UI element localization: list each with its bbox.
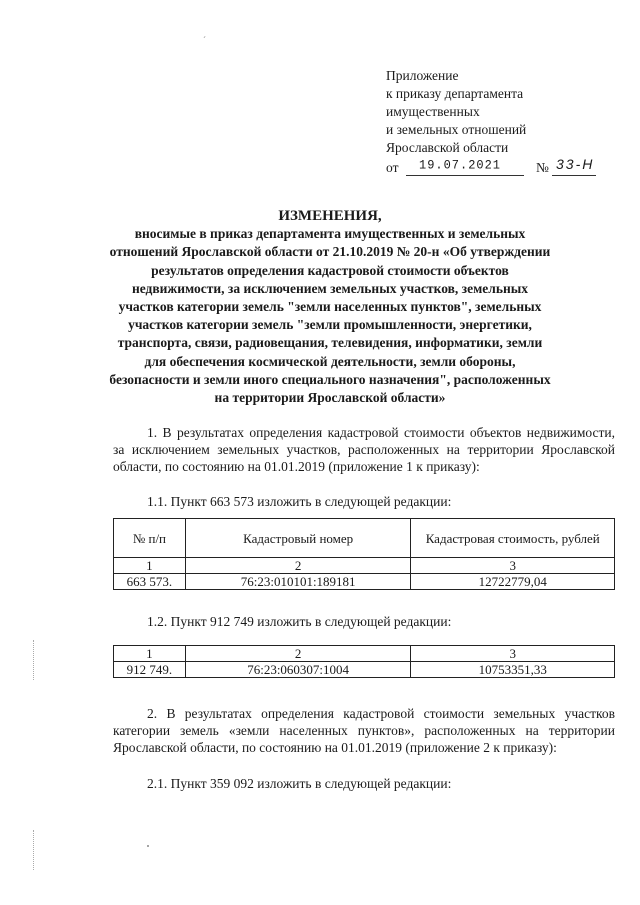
row-cadastral-value: 10753351,33 (411, 662, 615, 678)
number-prefix: № (536, 160, 549, 175)
title-line: отношений Ярославской области от 21.10.2019 № 20-н «Об утверждении (109, 244, 551, 260)
title-line: на территории Ярославской области» (214, 390, 446, 406)
scan-artifact (33, 640, 35, 680)
col-number-1: 1 (114, 646, 186, 662)
date-prefix: от (386, 160, 399, 175)
col-number-3: 3 (411, 646, 615, 662)
title-line: недвижимости, за исключением земельных участков, земельных (131, 280, 529, 296)
title-line: для обеспечения космической деятельности, земли обороны, (144, 353, 516, 369)
table-row (114, 574, 615, 590)
title-main: ИЗМЕНЕНИЯ, (278, 208, 382, 224)
appendix-line: и земельных отношений (386, 122, 527, 137)
scan-artifact (33, 830, 35, 870)
scan-artifact (147, 845, 149, 847)
section-2-text: 2. В результатах определения кадастровой стоимости земельных участков категории земель «земли населенных пунктов», расположенных на территории Ярославской области, по состоянию на 01.01.2019 (приложение 2 к приказу): (113, 706, 615, 755)
col-number-2: 2 (185, 646, 411, 662)
title-line: участков категории земель "земли населенных пунктов", земельных (118, 299, 542, 315)
appendix-line: имущественных (386, 104, 480, 119)
order-number: 33-Н (556, 156, 595, 172)
col-number-1: 1 (114, 558, 186, 574)
title-line: безопасности и земли иного специального назначения", расположенных (109, 371, 551, 387)
appendix-line: к приказу департамента (386, 86, 524, 101)
section-2-item-1: 2.1. Пункт 359 092 изложить в следующей редакции: (147, 776, 452, 791)
appendix-block (386, 67, 626, 177)
col-number-2: 2 (185, 558, 411, 574)
row-cadastral-value: 12722779,04 (411, 574, 615, 590)
number-underline (552, 175, 596, 176)
order-date-number (386, 157, 626, 177)
title-line: участков категории земель "земли промышленности, энергетики, (128, 317, 532, 333)
col-number-3: 3 (411, 558, 615, 574)
header-cadastral-value: Кадастровая стоимость, рублей (411, 519, 615, 558)
appendix-line: Ярославской области (386, 140, 509, 155)
header-cadastral-number: Кадастровый номер (185, 519, 411, 558)
title-line: вносимые в приказ департамента имущественных и земельных (134, 226, 526, 242)
row-index: 912 749. (114, 662, 186, 678)
section-1-text: 1. В результатах определения кадастровой стоимости объектов недвижимости, за исключением земельных участков, расположенных на территории Ярославской области, по состоянию на 01.01.2019 (приложение 1 к приказу): (113, 425, 615, 474)
section-1-item-1: 1.1. Пункт 663 573 изложить в следующей редакции: (147, 494, 452, 509)
order-date: 19.07.2021 (419, 157, 502, 173)
date-underline (406, 175, 524, 176)
table-row (114, 662, 615, 678)
title-line: результатов определения кадастровой стоимости объектов (151, 262, 509, 278)
header-number: № п/п (114, 519, 186, 558)
cadastral-table-2 (113, 645, 615, 678)
appendix-line: Приложение (386, 68, 459, 83)
row-cadastral-number: 76:23:010101:189181 (185, 574, 411, 590)
row-cadastral-number: 76:23:060307:1004 (185, 662, 411, 678)
section-1-item-2: 1.2. Пункт 912 749 изложить в следующей редакции: (147, 614, 452, 629)
title-line: транспорта, связи, радиовещания, телевидения, информатики, земли (117, 335, 543, 351)
scan-mark: ˊ (203, 35, 206, 45)
row-index: 663 573. (114, 574, 186, 590)
document-title (100, 207, 560, 407)
cadastral-table-1 (113, 518, 615, 590)
